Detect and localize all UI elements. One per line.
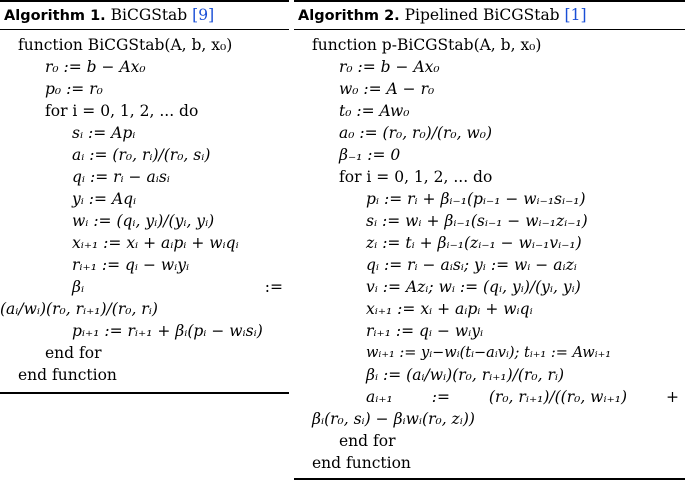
code-line: sᵢ := wᵢ + βᵢ₋₁(sᵢ₋₁ − wᵢ₋₁zᵢ₋₁) xyxy=(366,212,588,230)
code-line: vᵢ := Azᵢ; wᵢ := (qᵢ, yᵢ)/(yᵢ, yᵢ) xyxy=(366,278,581,296)
code-token: + xyxy=(665,388,679,406)
code-token: := xyxy=(264,278,283,296)
code-line: pᵢ := rᵢ + βᵢ₋₁(pᵢ₋₁ − wᵢ₋₁sᵢ₋₁) xyxy=(366,190,586,208)
citation-link[interactable]: [9] xyxy=(192,6,215,24)
caption-title: BiCGStab xyxy=(110,6,188,24)
algorithm-caption xyxy=(294,2,685,30)
algorithm-body xyxy=(0,30,289,386)
function-header: function BiCGStab(A, b, x₀) xyxy=(18,36,233,54)
code-line-wrapped: (aᵢ/wᵢ)(r₀, rᵢ₊₁)/(r₀, rᵢ) xyxy=(0,300,158,318)
code-line: aᵢ := (r₀, rᵢ)/(r₀, sᵢ) xyxy=(72,146,211,164)
algorithm-caption xyxy=(0,2,289,30)
algorithm-body xyxy=(294,30,685,474)
algorithm-2 xyxy=(294,0,685,480)
code-line: sᵢ := Apᵢ xyxy=(72,124,136,142)
code-line xyxy=(294,386,685,408)
code-line xyxy=(0,276,289,298)
code-token: βᵢ xyxy=(72,278,85,296)
algorithm-1 xyxy=(0,0,289,394)
code-line-wrapped: βᵢ(r₀, sᵢ) − βᵢwᵢ(r₀, zᵢ)) xyxy=(312,410,475,428)
code-line: zᵢ := tᵢ + βᵢ₋₁(zᵢ₋₁ − wᵢ₋₁vᵢ₋₁) xyxy=(366,234,582,252)
code-line: qᵢ := rᵢ − aᵢsᵢ; yᵢ := wᵢ − aᵢzᵢ xyxy=(366,256,577,274)
caption-label: Algorithm 1. xyxy=(4,8,106,24)
caption-label: Algorithm 2. xyxy=(298,8,400,24)
caption-title: Pipelined BiCGStab xyxy=(404,6,560,24)
code-line: βᵢ := (aᵢ/wᵢ)(r₀, rᵢ₊₁)/(r₀, rᵢ) xyxy=(366,366,565,384)
end-function: end function xyxy=(18,366,117,384)
code-line: yᵢ := Aqᵢ xyxy=(72,190,137,208)
code-line: r₀ := b − Ax₀ xyxy=(45,58,146,76)
citation-link[interactable]: [1] xyxy=(564,6,587,24)
code-line: xᵢ₊₁ := xᵢ + aᵢpᵢ + wᵢqᵢ xyxy=(72,234,239,252)
code-token: aᵢ₊₁ xyxy=(366,388,393,406)
code-token: (r₀, rᵢ₊₁)/((r₀, wᵢ₊₁) xyxy=(488,388,628,406)
end-function: end function xyxy=(312,454,411,472)
end-for: end for xyxy=(45,344,102,362)
code-line: β₋₁ := 0 xyxy=(339,146,401,164)
for-loop-header: for i = 0, 1, 2, ... do xyxy=(45,102,199,120)
for-loop-header: for i = 0, 1, 2, ... do xyxy=(339,168,493,186)
code-line: qᵢ := rᵢ − aᵢsᵢ xyxy=(72,168,170,186)
code-line: w₀ := A − r₀ xyxy=(339,80,435,98)
code-line: rᵢ₊₁ := qᵢ − wᵢyᵢ xyxy=(366,322,484,340)
code-line: r₀ := b − Ax₀ xyxy=(339,58,440,76)
bottom-rule xyxy=(0,392,289,394)
code-line: wᵢ₊₁ := yᵢ−wᵢ(tᵢ−aᵢvᵢ); tᵢ₊₁ := Awᵢ₊₁ xyxy=(366,345,612,361)
code-line: a₀ := (r₀, r₀)/(r₀, w₀) xyxy=(339,124,492,142)
code-line: wᵢ := (qᵢ, yᵢ)/(yᵢ, yᵢ) xyxy=(72,212,215,230)
code-line: pᵢ₊₁ := rᵢ₊₁ + βᵢ(pᵢ − wᵢsᵢ) xyxy=(72,322,263,340)
code-line: t₀ := Aw₀ xyxy=(339,102,410,120)
code-line: xᵢ₊₁ := xᵢ + aᵢpᵢ + wᵢqᵢ xyxy=(366,300,533,318)
function-header: function p-BiCGStab(A, b, x₀) xyxy=(312,36,542,54)
code-token: := xyxy=(431,388,450,406)
end-for: end for xyxy=(339,432,396,450)
code-line: rᵢ₊₁ := qᵢ − wᵢyᵢ xyxy=(72,256,190,274)
code-line: p₀ := r₀ xyxy=(45,80,103,98)
